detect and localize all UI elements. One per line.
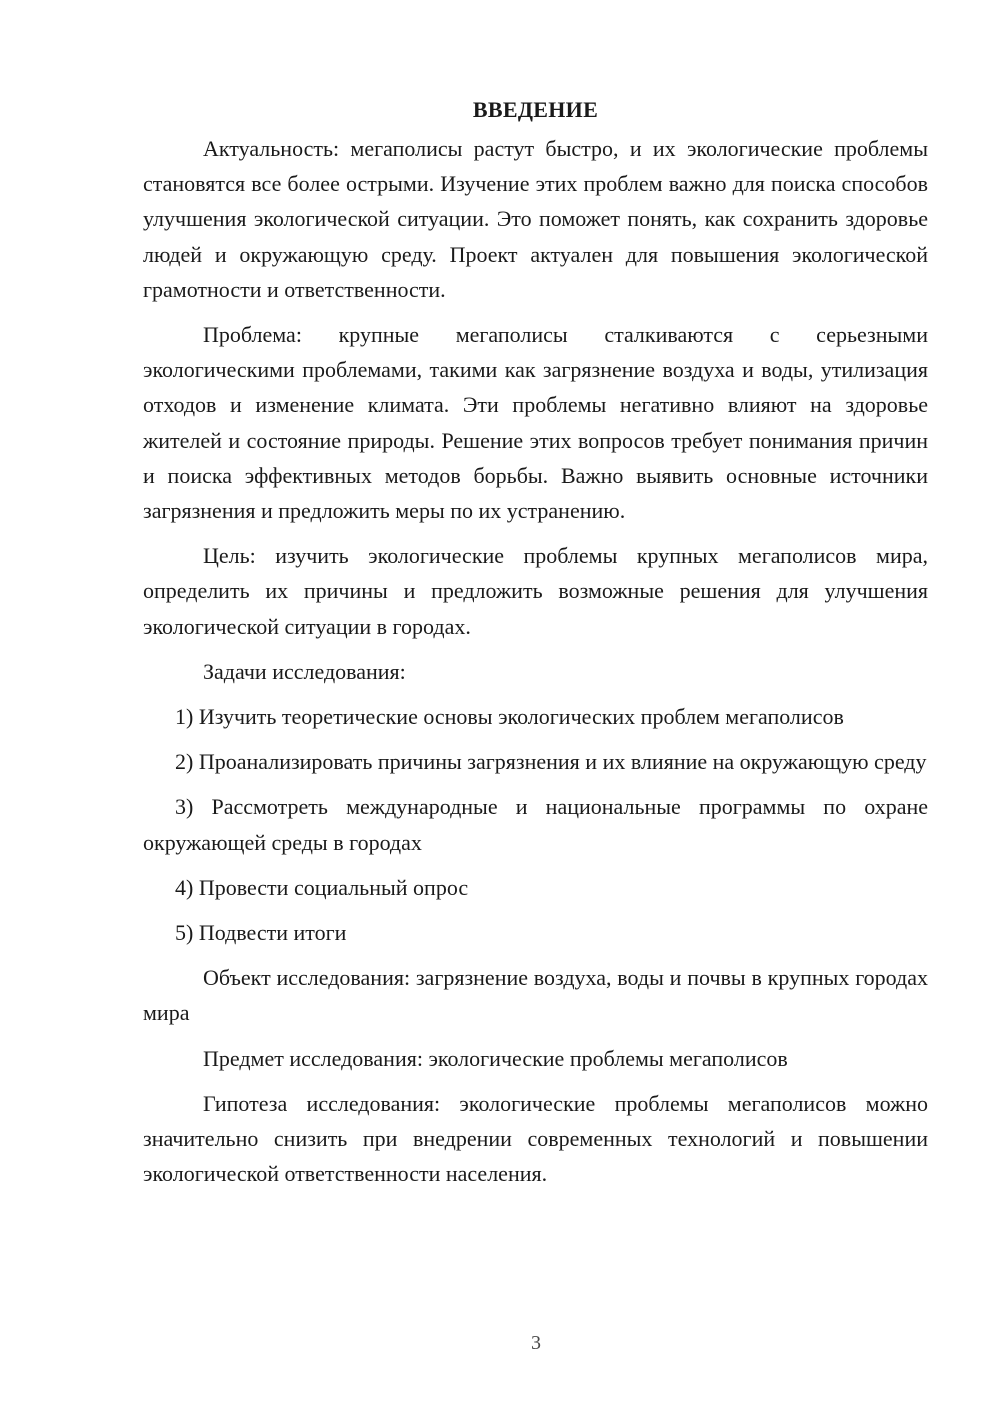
paragraph-goal: Цель: изучить экологические проблемы крупных мегаполисов мира, определить их причины и предложить возможные решения для улучшения экологической ситуации в городах. — [143, 543, 928, 639]
list-item-task-3: 3) Рассмотреть международные и национальные программы по охране окружающей среды в городах — [143, 794, 928, 855]
list-item-task-5: 5) Подвести итоги — [175, 920, 347, 946]
paragraph-tasks-heading: Задачи исследования: — [203, 658, 406, 684]
page-title: ВВЕДЕНИЕ — [472, 97, 599, 122]
paragraph-subject: Предмет исследования: экологические проблемы мегаполисов — [203, 1045, 788, 1071]
paragraph-relevance: Актуальность: мегаполисы растут быстро, и их экологические проблемы становятся все более острыми. Изучение этих проблем важно для поиска способов улучшения экологической ситуации. Это поможет понять, как сохранить здоровье людей и окружающую среду. Проект актуален для повышения экологической грамотности и ответственности. — [143, 136, 928, 302]
page-number: 3 — [531, 1332, 541, 1354]
list-item-task-1: 1) Изучить теоретические основы экологических проблем мегаполисов — [175, 704, 844, 730]
document-page — [143, 92, 928, 1191]
paragraph-hypothesis: Гипотеза исследования: экологические проблемы мегаполисов можно значительно снизить при внедрении современных технологий и повышении экологической ответственности населения. — [143, 1090, 928, 1187]
paragraph-problem: Проблема: крупные мегаполисы сталкиваются с серьезными экологическими проблемами, такими как загрязнение воздуха и воды, утилизация отходов и изменение климата. Эти проблемы негативно влияют на здоровье жителей и состояние природы. Решение этих вопросов требует понимания причин и поиска эффективных методов борьбы. Важно выявить основные источники загрязнения и предложить меры по их устранению. — [143, 322, 928, 524]
paragraph-object: Объект исследования: загрязнение воздуха, воды и почвы в крупных городах мира — [143, 965, 928, 1026]
list-item-task-2: 2) Проанализировать причины загрязнения и их влияние на окружающую среду — [175, 749, 927, 775]
list-item-task-4: 4) Провести социальный опрос — [175, 874, 469, 900]
